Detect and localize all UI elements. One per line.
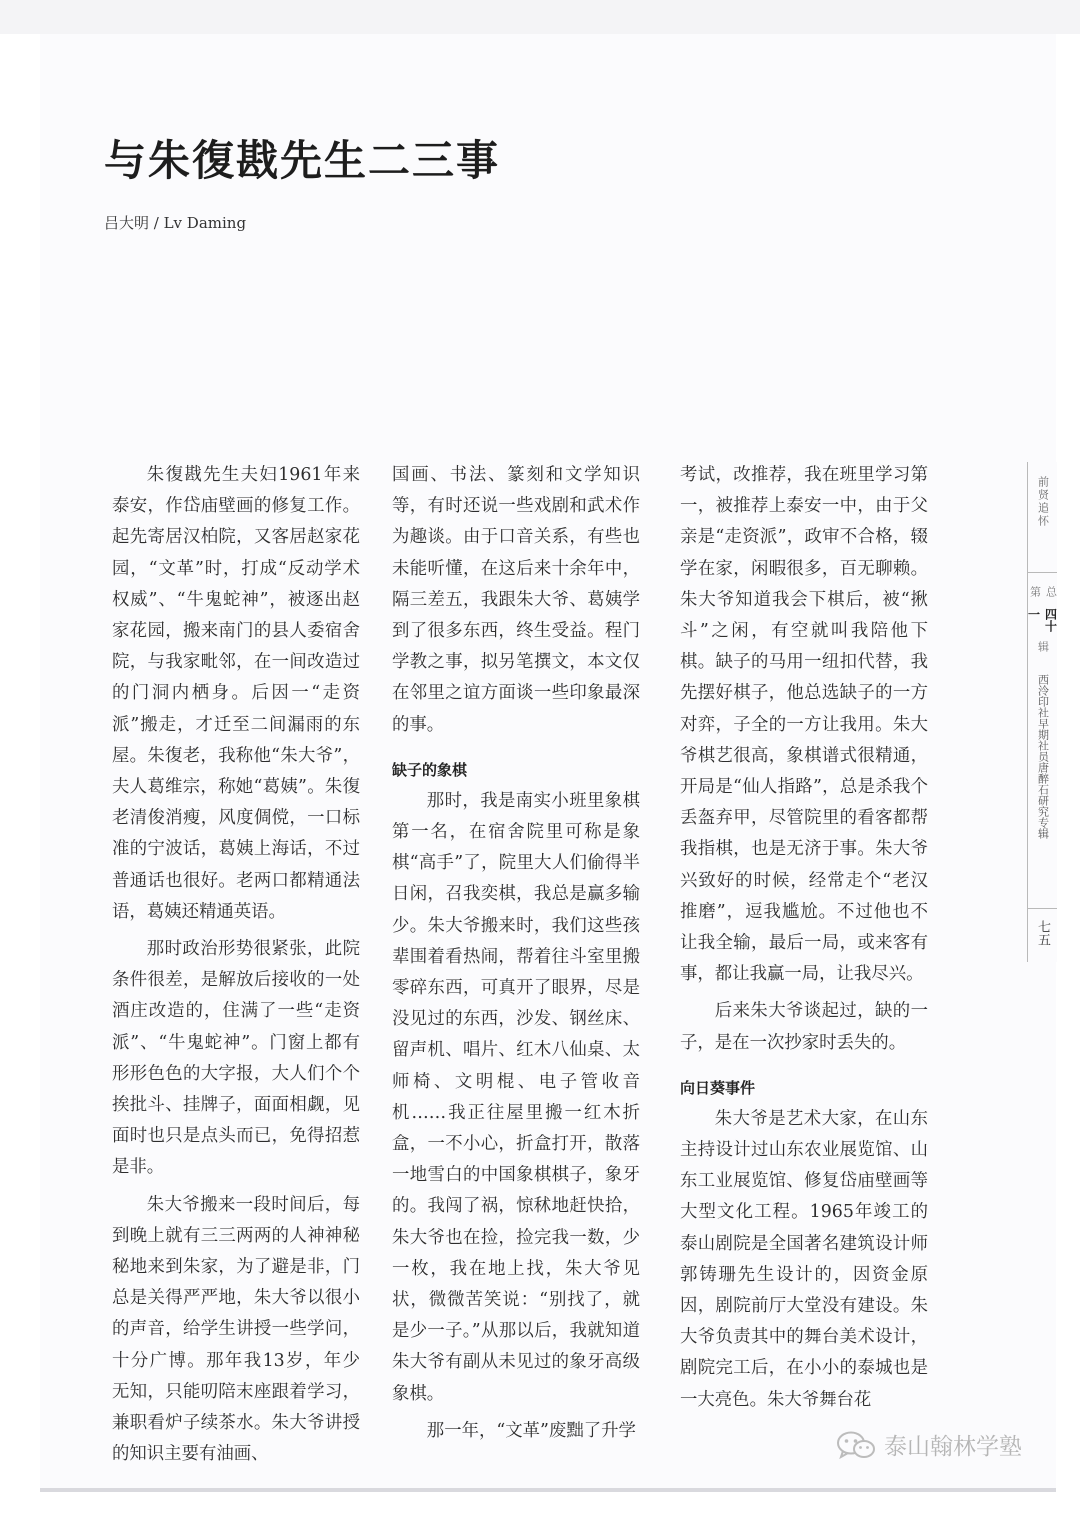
text-column-2 xyxy=(392,460,640,1447)
sidebar-column-name: 西泠印社早期社员唐醉石研究专辑 xyxy=(1036,674,1050,839)
sidebar-divider xyxy=(1028,572,1057,573)
page-number: 七五 xyxy=(1035,920,1050,946)
text-column-1 xyxy=(112,460,360,1471)
sidebar-volume xyxy=(1028,586,1057,652)
paragraph: 考试，改推荐，我在班里学习第一，被推荐上泰安一中，由于父亲是“走资派”，政审不合格，辍学在家，闲暇很多，百无聊赖。朱大爷知道我会下棋后，被“揪斗”之闲，有空就叫我陪他下棋。缺子的马用一纽扣代替，我先摆好棋子，他总选缺子的一方对弈，子全的一方让我用。朱大爷棋艺很高，象棋谱式很精通，开局是“仙人指路”，总是杀我个丢盔弃甲，尽管院里的看客都帮我指棋，也是无济于事。朱大爷兴致好的时候，经常走个“老汉推磨”，逗我尴尬。不过他也不让我全输，最后一局，或来客有事，都让我赢一局，让我尽兴。 xyxy=(680,465,928,985)
paragraph: 后来朱大爷谈起过，缺的一子，是在一次抄家时丢失的。 xyxy=(680,1001,928,1053)
paragraph: 那时，我是南实小班里象棋第一名，在宿舍院里可称是象棋“高手”了，院里大人们偷得半日闲，召我奕棋，我总是赢多输少。朱大爷搬来时，我们这些孩辈围着看热闹，帮着往斗室里搬零碎东西，可真开了眼界，尽是没见过的东西，沙发、钢丝床、留声机、唱片、红木八仙桌、太师椅、文明棍、电子管收音机……我正往屋里搬一红木折盒，一不小心，折盒打开，散落一地雪白的中国象棋棋子，象牙的。我闯了祸，惊秫地赶快拾，朱大爷也在捡，捡完我一数，少一枚，我在地上找，朱大爷见状，微微苦笑说：“别找了，就是少一子。”从那以后，我就知道朱大爷有副从未见过的象牙高级象棋。 xyxy=(392,790,640,1404)
paragraph: 那一年，“文革”废黜了升学 xyxy=(426,1420,636,1441)
paragraph: 朱大爷搬来一段时间后，每到晚上就有三三两两的人神神秘秘地来到朱家，为了避是非，门总是关得严严地，朱大爷以很小的声音，给学生讲授一些学问，十分广博。那年我13岁，年少无知，只能叨陪末座跟着学习，兼职看炉子续茶水。朱大爷讲授的知识主要有油画、 xyxy=(112,1194,360,1465)
page-edge xyxy=(40,1488,1056,1492)
volume-prefix: 总第 xyxy=(1028,586,1058,597)
paragraph: 朱大爷是艺术大家，在山东主持设计过山东农业展览馆、山东工业展览馆、修复岱庙壁画等大型文化工程。1965年竣工的泰山剧院是全国著名建筑设计师郭铸珊先生设计的，因资金原因，剧院前厅大堂没有建设。朱大爷负责其中的舞台美术设计，剧院完工后，在小小的泰城也是一大亮色。朱大爷舞台花 xyxy=(680,1108,928,1410)
watermark-text: 泰山翰林学塾 xyxy=(884,1434,1022,1460)
sidebar-divider xyxy=(1028,908,1057,909)
author-byline: 吕大明 / Lv Daming xyxy=(104,214,247,232)
volume-number: 四十一 xyxy=(1026,607,1058,632)
section-heading: 向日葵事件 xyxy=(680,1078,756,1097)
paragraph: 国画、书法、篆刻和文学知识等，有时还说一些戏剧和武术作为趣谈。由于口音关系，有些也未能听懂，在这后来十余年中，隔三差五，我跟朱大爷、葛姨学到了很多东西，终生受益。程门学教之事，拟另笔撰文，本文仅在邻里之谊方面谈一些印象最深的事。 xyxy=(392,465,640,735)
section-heading: 缺子的象棋 xyxy=(392,760,468,779)
paragraph: 那时政治形势很紧张，此院条件很差，是解放后接收的一处酒庄改造的，住满了一些“走资派”、“牛鬼蛇神”。门窗上都有形形色色的大字报，大人们个个挨批斗、挂牌子，面面相觑，见面时也只是点头而已，免得招惹是非。 xyxy=(112,939,360,1178)
volume-suffix: 辑 xyxy=(1036,641,1050,652)
wechat-icon xyxy=(836,1430,876,1460)
text-column-3 xyxy=(680,460,928,1416)
scan-background xyxy=(0,0,1080,34)
article-title: 与朱復戡先生二三事 xyxy=(104,136,501,185)
running-sidebar xyxy=(1027,462,1057,962)
sidebar-section-label: 前贤追怀 xyxy=(1036,476,1050,528)
wechat-watermark xyxy=(836,1428,1022,1461)
paragraph: 朱復戡先生夫妇1961年来泰安，作岱庙壁画的修复工作。起先寄居汉柏院，又客居赵家花园，“文革”时，打成“反动学术权威”、“牛鬼蛇神”，被逐出赵家花园，搬来南门的县人委宿舍院，与我家毗邻，在一间改造过的门洞内栖身。后因一“走资派”搬走，才迁至二间漏雨的东屋。朱復老，我称他“朱大爷”，夫人葛维宗，称她“葛姨”。朱復老清俊消瘦，风度倜傥，一口标准的宁波话，葛姨上海话，不过普通话也很好。老两口都精通法语，葛姨还精通英语。 xyxy=(112,465,360,922)
